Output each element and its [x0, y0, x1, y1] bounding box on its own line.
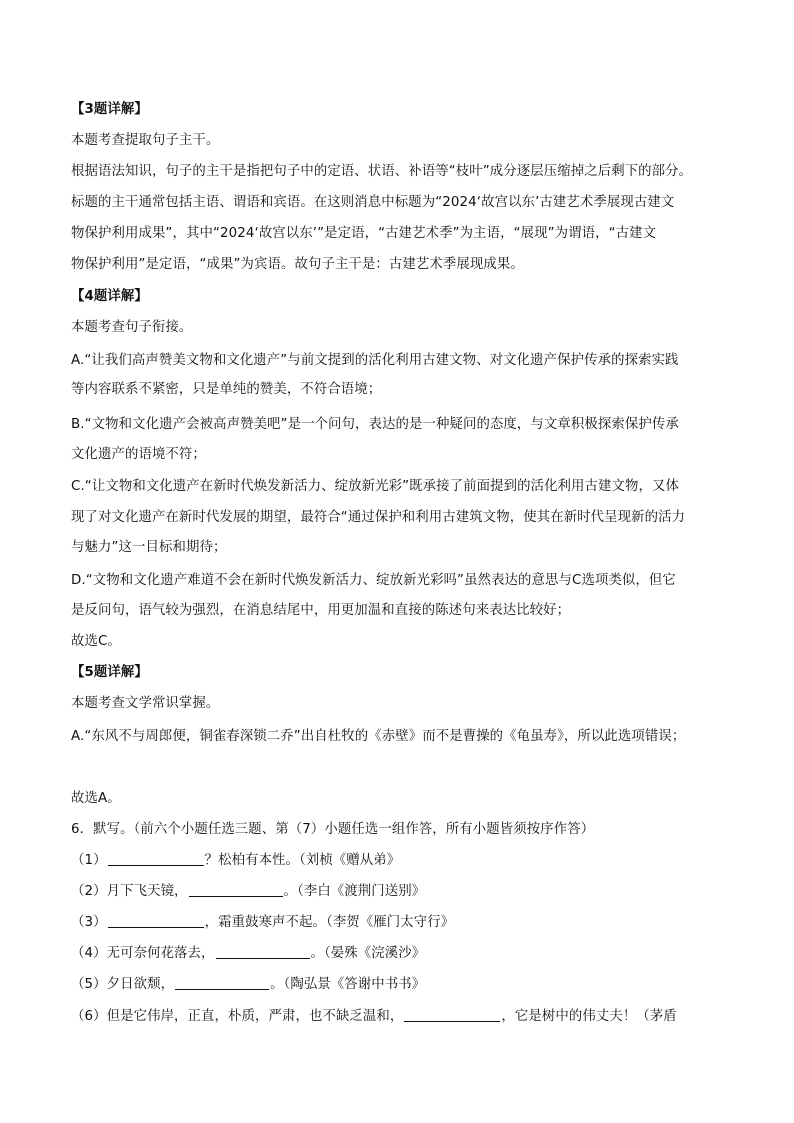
- section-3-intro: 本题考查提取句子主干。: [71, 133, 220, 148]
- item-text: ，霜重鼓寒声不起。（李贺《雁门太守行》: [204, 915, 455, 930]
- dictation-item-5: [71, 975, 425, 995]
- answer-blank: [189, 882, 283, 897]
- answer-blank: [216, 944, 310, 959]
- option-c-line: 与魅力”这一目标和期待；: [71, 540, 227, 555]
- section-5-answer: 故选A。: [71, 791, 121, 806]
- option-b-line: B.“文物和文化遗产会被高声赞美吧”是一个问句，表达的是一种疑问的态度，与文章积极探索保护传承: [71, 417, 679, 432]
- option-b-line: 文化遗产的语境不符；: [71, 447, 206, 462]
- section-5-heading: 【5题详解】: [71, 665, 148, 680]
- answer-blank: [108, 913, 204, 928]
- section-3-paragraph-line: 标题的主干通常包括主语、谓语和宾语。在这则消息中标题为“2024‘故宫以东’古建艺术季展现古建文: [71, 195, 675, 210]
- option-c-line: C.“让文物和文化遗产在新时代焕发新活力、绽放新光彩”既承接了前面提到的活化利用古建文物，又体: [71, 479, 679, 494]
- section-4-answer: 故选C。: [71, 634, 121, 649]
- option-d-line: D.“文物和文化遗产难道不会在新时代焕发新活力、绽放新光彩吗”虽然表达的意思与C选项类似，但它: [71, 573, 676, 588]
- option-d-line: 是反问句，语气较为强烈，在消息结尾中，用更加温和直接的陈述句来表达比较好；: [71, 603, 571, 618]
- answer-blank: [404, 1007, 500, 1022]
- item-text: （4）无可奈何花落去，: [71, 946, 215, 961]
- section-4-heading: 【4题详解】: [71, 289, 148, 304]
- item-text: 。（李白《渡荆门送别》: [283, 884, 426, 899]
- option-c-line: 现了对文化遗产在新时代发展的期望，最符合“通过保护和利用古建筑文物，使其在新时代呈现新的活力: [71, 510, 686, 525]
- section-3-heading: 【3题详解】: [71, 102, 148, 117]
- section-4-intro: 本题考查句子衔接。: [71, 320, 193, 335]
- dictation-item-1: [71, 851, 400, 871]
- section-5-intro: 本题考查文学常识掌握。: [71, 696, 220, 711]
- item-text: （6）但是它伟岸，正直，朴质，严肃，也不缺乏温和，: [71, 1009, 404, 1024]
- item-text: 。（晏殊《浣溪沙》: [310, 946, 426, 961]
- item-text: （5）夕日欲颓，: [71, 977, 175, 992]
- item-number: （3）: [71, 915, 107, 930]
- dictation-item-4: [71, 944, 425, 964]
- dictation-item-3: [71, 913, 454, 933]
- item-number: （1）: [71, 853, 107, 868]
- dictation-item-6: [71, 1007, 677, 1027]
- dictation-item-2: [71, 882, 425, 902]
- option-a-line: 等内容联系不紧密，只是单纯的赞美，不符合语境；: [71, 382, 382, 397]
- item-text: （2）月下飞天镜，: [71, 884, 188, 899]
- section-3-paragraph-line: 物保护利用成果”，其中“2024‘故宫以东’”是定语，“古建艺术季”为主语，“展现”为谓语，“古建文: [71, 226, 657, 241]
- answer-blank: [108, 851, 204, 866]
- section-3-paragraph-line: 根据语法知识，句子的主干是指把句子中的定语、状语、补语等“枝叶”成分逐层压缩掉之后剩下的部分。: [71, 164, 693, 179]
- option-a-line: A.“让我们高声赞美文物和文化遗产”与前文提到的活化利用古建文物、对文化遗产保护传承的探索实践: [71, 353, 679, 368]
- option-a-line: A.“东风不与周郎便，铜雀春深锁二乔”出自杜牧的《赤壁》而不是曹操的《龟虽寿》，所以此选项错误；: [71, 729, 686, 744]
- item-text: ？松柏有本性。（刘桢《赠从弟》: [204, 853, 401, 868]
- item-text: 。（陶弘景《答谢中书书》: [270, 977, 426, 992]
- answer-blank: [175, 975, 269, 990]
- item-text: ，它是树中的伟丈夫！（茅盾: [501, 1009, 677, 1024]
- section-3-paragraph-line: 物保护利用”是定语，“成果”为宾语。故句子主干是：古建艺术季展现成果。: [71, 257, 524, 272]
- question-6-title: 6．默写。（前六个小题任选三题、第（7）小题任选一组作答，所有小题皆须按序作答）: [71, 822, 595, 837]
